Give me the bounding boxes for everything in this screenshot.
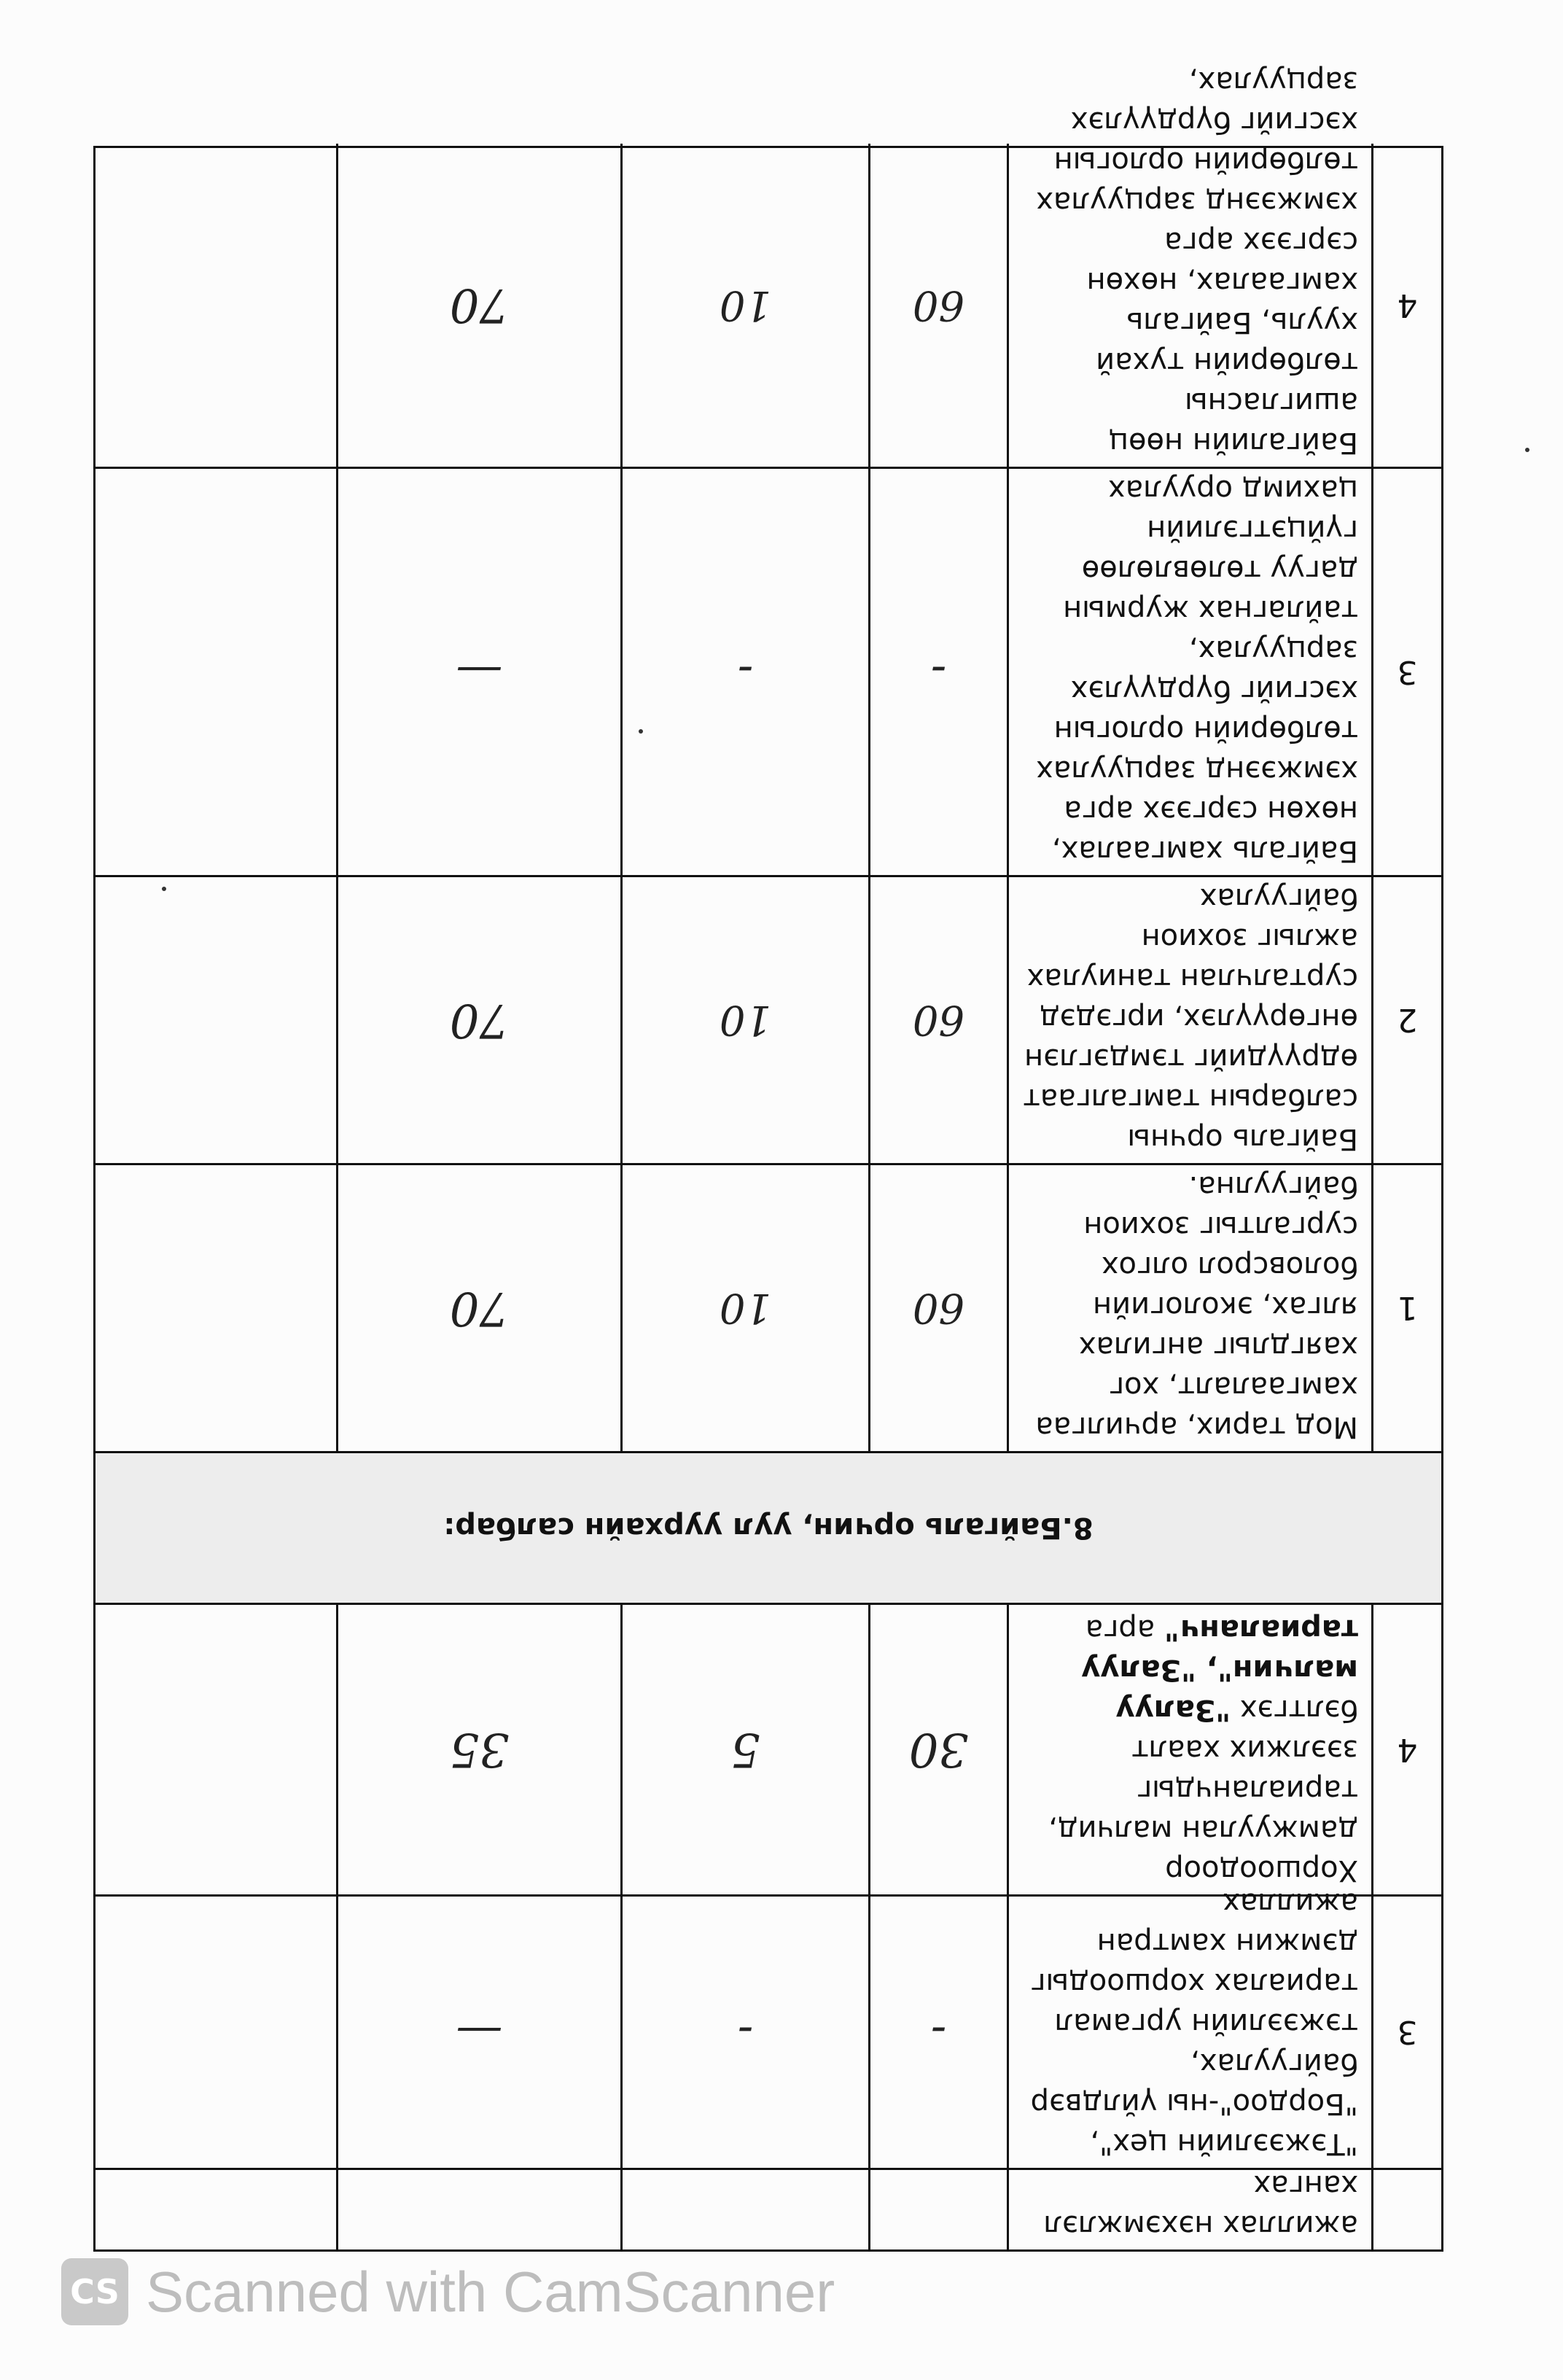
table-row xyxy=(96,65,1441,467)
amount-cell-total: — xyxy=(336,469,620,875)
table-row xyxy=(96,2168,1441,2249)
section-header: 8.Байгаль орчин, уул уурхайн салбар: xyxy=(96,1451,1441,1603)
amount-cell-1: 60 xyxy=(868,877,1007,1163)
table-row xyxy=(96,875,1441,1163)
amount-cell-2: 10 xyxy=(620,877,868,1163)
extra-cell xyxy=(96,877,336,1163)
amount-cell-1: - xyxy=(868,469,1007,875)
extra-cell xyxy=(96,1165,336,1451)
desc-part: арга xyxy=(1085,1613,1155,1646)
amount-cell-2 xyxy=(620,2170,868,2249)
row-number-cell: 4 xyxy=(1371,1605,1441,1894)
amount-cell-2: 10 xyxy=(620,144,868,467)
camscanner-watermark xyxy=(61,2252,835,2332)
row-number-cell: 1 xyxy=(1371,1165,1441,1451)
desc-part: Хоршоодоор дамжуулан малчид, тариаланчдыг зээлжих хаалт бэлтгэх xyxy=(1039,1693,1358,1887)
extra-cell xyxy=(96,1605,336,1894)
table-row xyxy=(96,1163,1441,1451)
amount-cell-1: - xyxy=(868,1897,1007,2168)
row-description xyxy=(1007,1605,1371,1894)
amount-cell-2: - xyxy=(620,1897,868,2168)
amount-cell-2: 5 xyxy=(620,1605,868,1894)
amount-cell-total: 35 xyxy=(336,1605,620,1894)
row-description: Мод тарих, арчилгаа хамгаалалт, хог хаягдлыг ангилах ялгах, экологийн боловсрол олгох сургалтыг зохион байгуулна. xyxy=(1007,1165,1371,1451)
amount-cell-2: - xyxy=(620,469,868,875)
extra-cell xyxy=(96,2170,336,2249)
row-number-cell xyxy=(1371,2170,1441,2249)
row-number-cell: 2 xyxy=(1371,877,1441,1163)
amount-cell-1: 60 xyxy=(868,144,1007,467)
scan-speck xyxy=(162,887,166,891)
desc-bold-part: "Залуу малчин", "Залуу тариаланч" xyxy=(1071,1613,1358,1727)
amount-cell-total: 70 xyxy=(336,144,620,467)
watermark-text: Scanned with CamScanner xyxy=(146,2259,835,2324)
row-number-cell: 4 xyxy=(1371,144,1441,467)
amount-cell-total: 70 xyxy=(336,877,620,1163)
amount-cell-total: 70 xyxy=(336,1165,620,1451)
scan-speck xyxy=(639,729,643,734)
amount-cell-2: 10 xyxy=(620,1165,868,1451)
row-description: Байгаль орчны салбарын тамгалгаат өдрүүдийг тэмдэглэн өнгөрүүлэх, иргэдэд сурталчлан таниулах ажлыг зохион байгуулах xyxy=(1007,877,1371,1163)
row-description: Байгалийн нөөц ашигласны төлбөрийн тухай хууль, Байгаль хамгаалах, нөхөн сэргээх арга хэмжээнд зарцуулах төлбөрийн орлогын хэсгийг бүрдүүлэх зарцуулах, xyxy=(1007,144,1371,467)
budget-table xyxy=(93,65,1443,2252)
row-number-cell: 3 xyxy=(1371,469,1441,875)
row-description: "Тэжээлийн цех", "Бордоо"-ны үйлдвэр байгуулах, тэжээлийн ургамал тариалах хоршоодыг дэмжин хамтран ажиллах xyxy=(1007,1897,1371,2168)
row-description: ажиллах нэхэмжлэл хангах xyxy=(1007,2170,1371,2249)
extra-cell xyxy=(96,469,336,875)
extra-cell xyxy=(96,144,336,467)
scan-speck xyxy=(1525,448,1529,452)
row-description: Байгаль хамгаалах, нөхөн сэргээх арга хэмжээнд зарцуулах төлбөрийн орлогын хэсгийг бүрдүүлэх зарцуулах, тайлагнах журмын дагуу төлөвлөлөө гүйцэтгэлийн цахимд оруулах xyxy=(1007,469,1371,875)
table-row xyxy=(96,1603,1441,1894)
table-row xyxy=(96,1886,1441,2168)
amount-cell-1: 30 xyxy=(868,1605,1007,1894)
extra-cell xyxy=(96,1897,336,2168)
camscanner-logo-icon: CS xyxy=(61,2258,128,2325)
row-number-cell: 3 xyxy=(1371,1897,1441,2168)
amount-cell-1: 60 xyxy=(868,1165,1007,1451)
amount-cell-total: — xyxy=(336,1897,620,2168)
amount-cell-1 xyxy=(868,2170,1007,2249)
amount-cell-total xyxy=(336,2170,620,2249)
table-row xyxy=(96,467,1441,875)
